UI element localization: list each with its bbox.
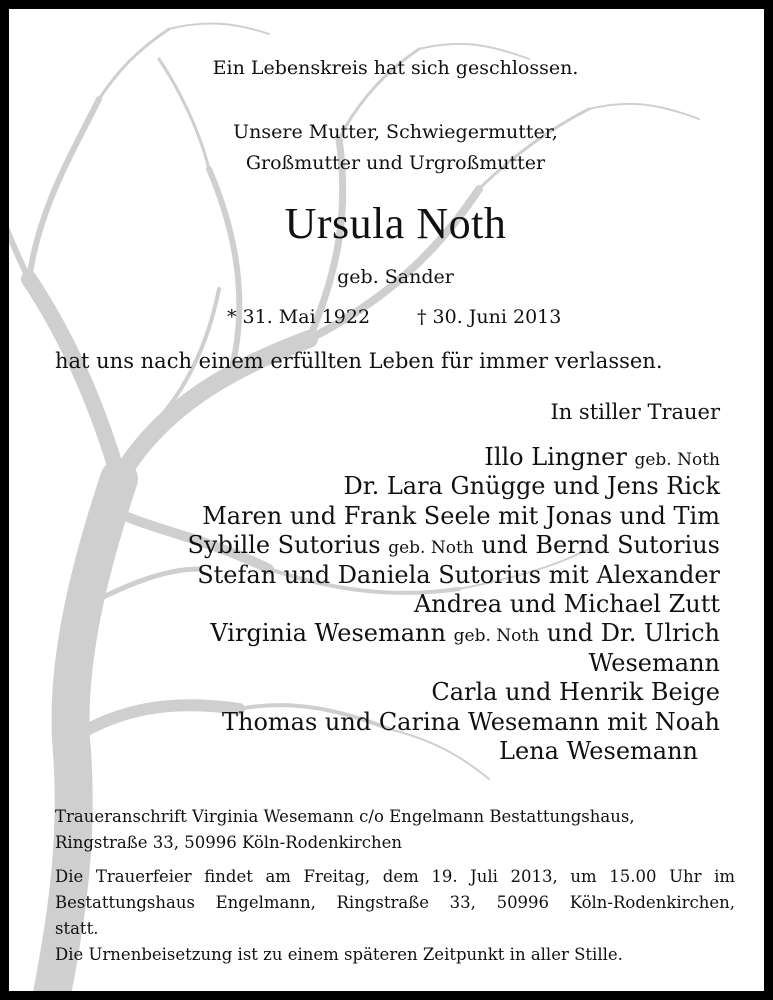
address-line-1: Traueranschrift Virginia Wesemann c/o Engelmann Bestattungshaus,	[55, 807, 635, 826]
mourners-list	[40, 443, 720, 766]
mourner-line: Dr. Lara Gnügge und Jens Rick	[343, 472, 720, 501]
relation-line-2: Großmutter und Urgroßmutter	[245, 152, 546, 174]
opening-line: Ein Lebenskreis hat sich geschlossen.	[212, 57, 579, 79]
mourner-line: Illo Lingner geb. Noth	[484, 443, 720, 471]
mourner-line: Virginia Wesemann geb. Noth und Dr. Ulrich	[210, 619, 720, 648]
service-paragraph	[55, 864, 735, 968]
mourner-line: Thomas und Carina Wesemann mit Noah	[221, 707, 720, 736]
mourner-line: Carla und Henrik Beige	[431, 678, 720, 707]
mourner-line: Lena Wesemann	[499, 736, 698, 765]
relation-line-1: Unsere Mutter, Schwiegermutter,	[233, 121, 558, 143]
mourner-line: Maren und Frank Seele mit Jonas und Tim	[202, 501, 720, 530]
death-date: † 30. Juni 2013	[417, 306, 562, 328]
notice-text	[9, 9, 773, 1000]
urn-line: Die Urnenbeisetzung ist zu einem späteren Zeitpunkt in aller Stille.	[55, 945, 623, 964]
birth-date: * 31. Mai 1922	[227, 306, 371, 328]
maiden-name: geb. Sander	[337, 266, 454, 288]
mourning-phrase: In stiller Trauer	[550, 400, 720, 424]
service-line-1: Die Trauerfeier findet am Freitag, dem 19. Juli 2013, um 15.00 Uhr im	[55, 867, 735, 886]
statement-line: hat uns nach einem erfüllten Leben für immer verlassen.	[55, 349, 663, 373]
service-line-2: Bestattungshaus Engelmann, Ringstraße 33, 50996 Köln-Rodenkirchen,	[55, 893, 735, 912]
deceased-name: Ursula Noth	[284, 199, 507, 248]
mourner-line: Stefan und Daniela Sutorius mit Alexander	[197, 560, 720, 589]
mourner-line: Andrea und Michael Zutt	[413, 589, 720, 618]
service-line-3: statt.	[55, 919, 99, 938]
address-line-2: Ringstraße 33, 50996 Köln-Rodenkirchen	[55, 833, 402, 852]
mourner-line: Wesemann	[588, 648, 720, 677]
address-paragraph	[55, 804, 735, 856]
mourner-line: Sybille Sutorius geb. Noth und Bernd Sutorius	[187, 531, 720, 560]
